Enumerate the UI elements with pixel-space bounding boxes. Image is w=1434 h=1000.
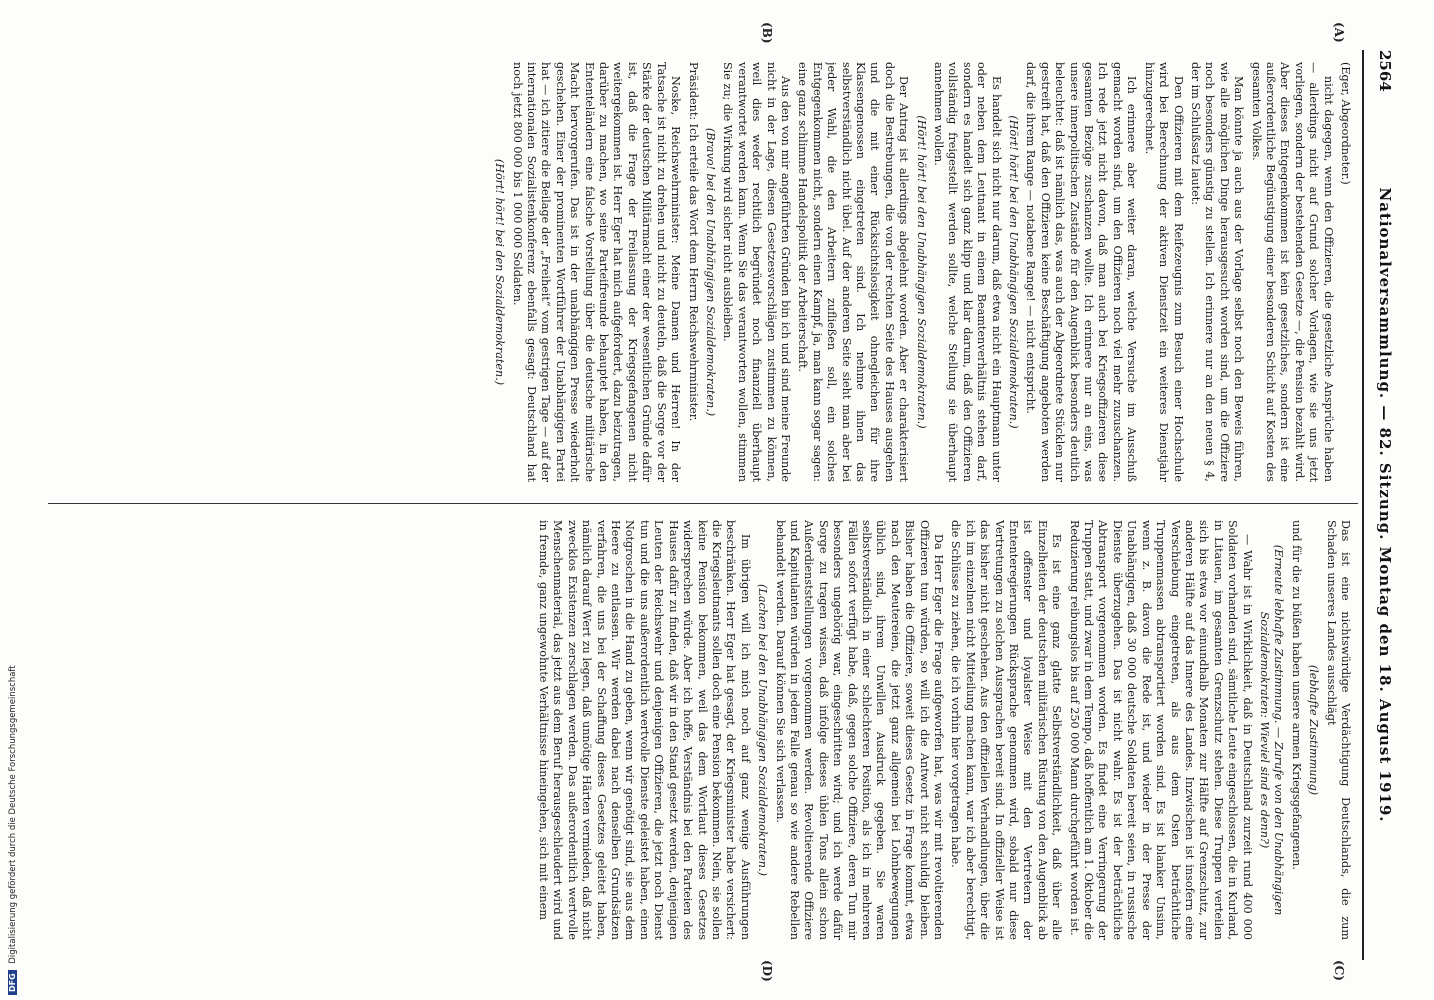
margin-marker-b: (B) [760, 22, 774, 44]
page-number: 2564 [1376, 50, 1394, 92]
paragraph: (lebhafte Zustimmung) [1307, 664, 1321, 796]
page-title: Nationalversammlung. — 82. Sitzung. Montag den 18. August 1919. [1376, 187, 1394, 823]
paragraph: und für die zu büßen haben unsere armen Kriegsgefangenen. [1289, 520, 1303, 870]
paragraph: Im übrigen will ich mich noch auf ganz wenige Ausführungen beschränken. Herr Eger hat gesagt, der Kriegsminister habe versichert: die Kriegsleutnants sollen doch eine Pension bekommen. Nein, sie sollen keine Pension bekommen, weil das dem Wortlaut dieses Gesetzes widersprechen würde. Aber ich hoffe, Verständnis bei den Parteien des Hauses dafür zu finden, daß wir in den Stand gesetzt werden, denjenigen Leuten der Reichswehr und denjenigen Offizieren, die jetzt noch Dienst tun und die uns außerordentlich wertvolle Dienste geleistet haben, einen Notgroschen in die Hand zu geben, wenn wir genötigt sind, sie aus dem Heere zu entlassen. Wir werden dabei nach denselben Grundsätzen verfahren, die uns bei der Schaffung dieses Gesetzes geleitet haben, nämlich darauf Wert zu legen, daß unnötige Härten vermieden, daß nicht zwecklos Existenzen zerschlagen werden. Das außerordentlich wertvolle Menschenmaterial, das jetzt aus dem Beruf herausgeschleudert wird und in fremde, ganz ungewohnte Verhältnisse hineingehen, sich mit einem [537, 520, 752, 940]
paragraph: Man könnte ja auch aus der Vorlage selbst noch den Beweis führen, wie alle möglichen Dinge herausgesucht worden sind, um die Offiziere noch besonders günstig zu stellen. Ich erinnere nur an den neuen § 4, der im Schlußsatz lautet: [1188, 62, 1246, 482]
paragraph: Da Herr Eger die Frage aufgeworfen hat, was wir mit revoltierenden Offizieren tun würden, so will ich die Antwort nicht schuldig bleiben. Bisher haben die Offiziere, soweit dieses Gesetz in Frage kommt, etwa nach den Meutereien, die jetzt ganz allgemein bei Lohnbewegungen üblich sind, ihrem Unwillen Ausdruck gegeben. Sie waren selbstverständlich in einer schlechteren Position, als ich in mehreren Fällen sofort verfügt habe, daß, gegen solche Offiziere, deren Tun mir besonders ungehörig war, eingeschritten wird; und ich werde dafür Sorge zu tragen wissen, daß infolge dieses üblen Tons allein schon Außerdienststellungen vorgenommen werden. Revoltierende Offiziere und Kapitulanten würden in jedem Falle genau so wie andere Rebellen behandelt werden. Darauf können Sie sich verlassen. [773, 520, 946, 940]
paragraph: Aus den von mir angeführten Gründen bin ich und sind meine Freunde nicht in der Lage, diesen Gesetzesvorschlägen zustimmen zu können, weil dies weder rechtlich begründet noch finanziell überhaupt verantwortet werden kann. Wenn Sie das verantworten wollen, stimmen Sie zu; die Wirkung wird sicher nicht ausbleiben. [721, 62, 792, 482]
right-column [52, 520, 1352, 940]
paragraph: (Bravo! bei den Unabhängigen Sozialdemokraten.) [703, 127, 717, 417]
paragraph: nicht dagegen, wenn den Offizieren, die gesetzliche Ansprüche haben — allerdings nicht auf Grund solcher Vorlagen, wie sie uns jetzt vorliegen, sondern der bestehenden Gesetze —, die Pension bezahlt wird. Aber dieses Entgegenkommen ist kein gesetzliches, sondern ist eine außerordentliche Begünstigung einer besonderen Schicht auf Kosten des gesamten Volkes. [1249, 62, 1335, 482]
paragraph: (Lachen bei den Unabhängigen Sozialdemokraten.) [756, 584, 770, 876]
header-rule [1362, 50, 1364, 960]
page-header [1368, 50, 1394, 960]
paragraph: (Eger, Abgeordneter.) [1339, 62, 1352, 185]
paragraph: (Hört! hört! bei den Unabhängigen Sozialdemokraten.) [1007, 115, 1021, 429]
margin-marker-a: (A) [1332, 22, 1346, 43]
footer-text: Digitalisierung gefördert durch die Deutsche Forschungsgemeinschaft [8, 665, 18, 964]
paragraph: (Erneute lebhafte Zustimmung. — Zurufe von den Unabhängigen Sozialdemokraten: Wieviel sind es denn?) [1257, 544, 1286, 916]
left-column [52, 62, 1352, 482]
paragraph: (Hört! hört! bei den Unabhängigen Sozialdemokraten.) [914, 115, 928, 429]
margin-marker-c: (C) [1332, 960, 1346, 981]
margin-marker-d: (D) [760, 960, 774, 982]
paragraph: — Wahr ist in Wirklichkeit, daß in Deutschland zurzeit rund 400 000 Soldaten vorhanden sind, sämtliche Leute eingeschlossen, die in Kurland, in Litauen, im gesamten Grenzschutz stehen. Diese Truppen verteilen sich bis etwa vor einundhalb Monaten zur Hälfte auf Grenzschutz, zur anderen Hälfte auf das Innere des Landes. Inzwischen ist insofern eine Verschiebung eingetreten, als aus dem Osten beträchtliche Truppenmassen abtransportiert worden sind. Es ist blanker Unsinn, wenn z. B. davon die Rede ist, und wieder in der Presse der Unabhängigen, daß 30 000 deutsche Soldaten bereit seien, in russische Dienste überzugehen. Das ist nicht wahr. Es ist der beträchtliche Abtransport vorgenommen worden. Es findet eine Verringerung der Truppen statt, und zwar in dem Tempo, daß hoffentlich am 1. Oktober die Reduzierung reibungslos bis auf 250 000 Mann durchgeführt worden ist. [1067, 520, 1254, 940]
paragraph: Es ist eine ganz glatte Selbstverständlichkeit, daß über alle Einzelheiten der deutschen militärischen Rüstung von den Augenblick ab ist offenster und loyalster Weise mit den Vertretern der Ententeregierungen Rücksprache genommen wird, sobald nur diese Vertretungen zu solchen Aussprachen bereit sind. In offizieller Weise ist das bisher nicht geschehen. Aus den offiziellen Verhandlungen, über die ich im einzelnen nicht Mitteilung machen kann, war ich aber berechtigt, die Schlüsse zu ziehen, die ich vorhin hier vorgetragen habe. [949, 520, 1064, 940]
paragraph: Das ist eine nichtswürdige Verdächtigung Deutschlands, die zum Schaden unseres Landes ausschlägt [1324, 520, 1352, 940]
footer-credit [2, 0, 18, 1000]
dfg-logo: DFG [8, 970, 17, 995]
paragraph: Ich erinnere aber weiter daran, welche Versuche im Ausschuß gemacht worden sind, um den Offizieren noch viel mehr zuzuschanzen. Ich rede jetzt nicht davon, daß man auch bei Kriegsoffizieren diese gesamten Bezüge zuschanzen wollte. Ich erinnere nur an eins, was unsere innerpolitischen Zustände für den Augenblick besonders deutlich beleuchtet: daß ist nämlich das, was auch der Abgeordnete Stücklen nur gestreift hat, daß den Offizieren keine Beschäftigung angeboten werden darf, die ihrem Range — notabene Range! — nicht entspricht. [1024, 62, 1139, 482]
column-divider [48, 503, 1358, 504]
paragraph: Präsident: Ich erteile das Wort dem Herrn Reichswehrminister. [686, 62, 700, 422]
paragraph: Es handelt sich nicht nur darum, daß etwa nicht ein Hauptmann unter oder neben dem Leutnant in einem Beamtenverhältnis stehen darf, sondern es handelt sich ganz klipp und klar darum, daß den Offizieren vollständig freigestellt werden sollte, welche Stellung sie überhaupt annehmen wollen. [932, 62, 1003, 482]
paragraph: Der Antrag ist allerdings abgelehnt worden. Aber er charakterisiert doch die Bestrebungen, die von der rechten Seite des Hauses ausgehen und die mit einer Rücksichtslosigkeit ohnegleichen für ihre Klassengenossen eingetreten sind. Ich nehme ihnen das selbstverständlich nicht übel. Auf der anderen Seite sieht man aber bei jeder Wahl, die den Arbeitern zufließen soll, ein solches Entgegenkommen nicht, sondern einen Kampf, ja, man kann sogar sagen: eine ganz schlimme Handelspolitik der Arbeiterschaft. [796, 62, 911, 482]
paragraph: Noske, Reichswehrminister: Meine Damen und Herren! In der Tatsache ist nicht zu drehen und nicht zu deuteln, daß die Sorge vor der Stärke der deutschen Militärmacht einer der wesentlichen Gründe dafür ist, daß die Frage der Freilassung der Kriegsgefangenen nicht weitergekommen ist. Herr Eger hat mich aufgefordert, dazu beizutragen, darüber zu machen, wo seine Parteifreunde behauptet haben, in den Ententeländern eine falsche Vorstellung über die deutsche militärische Macht hervorgerufen. Das ist in der unabhängigen Presse wiederholt geschehen. Einer der prominenten Wortführer der Unabhängigen Partei hat — ich zitiere die Beilage der „Freiheit“ vom gestrigen Tage — auf der internationalen Sozialistenkonferenz ebenfalls gesagt: Deutschland hat noch jetzt 800 000 bis 1 000 000 Soldaten. [510, 62, 683, 482]
paragraph: (Hört! hört! bei den Sozialdemokraten.) [493, 158, 507, 386]
paragraph: Den Offizieren mit dem Reifezeugnis zum Besuch einer Hochschule wird bei Berechnung der aktiven Dienstzeit ein weiteres Dienstjahr hinzugerechnet. [1142, 62, 1185, 482]
